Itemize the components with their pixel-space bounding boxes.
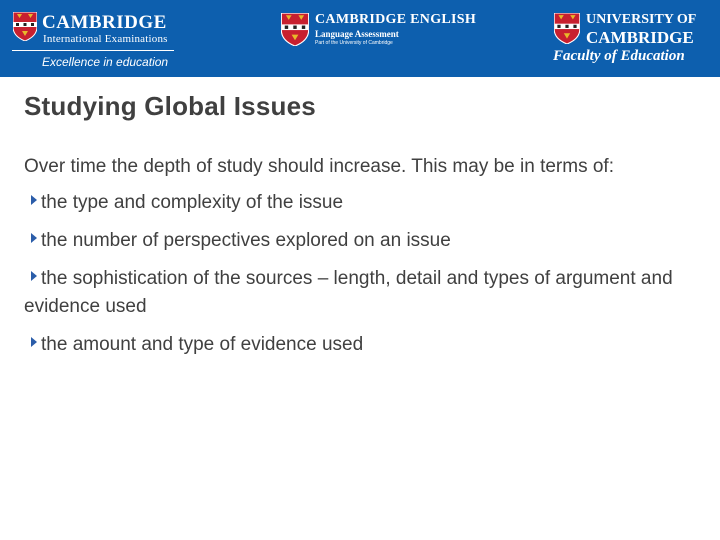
bullet-list [24,189,704,359]
uc-logo-line2: CAMBRIDGE [586,28,694,47]
cie-logo-name: CAMBRIDGE [42,12,167,33]
header-banner [0,0,720,77]
cie-logo-rule [12,50,174,51]
list-item [24,189,704,217]
bullet-text: the number of perspectives explored on an issue [41,230,451,251]
list-item [24,265,704,321]
slide-title: Studying Global Issues [24,91,316,121]
intro-paragraph: Over time the depth of study should increase. This may be in terms of: [24,156,614,177]
bullet-arrow-icon [31,233,37,243]
bullet-arrow-icon [31,195,37,205]
list-item [24,331,704,359]
bullet-arrow-icon [31,337,37,347]
cie-logo-tagline: Excellence in education [42,55,169,69]
bullet-text: the sophistication of the sources – length, detail and types of argument and evidence used [24,268,673,317]
university-crest-icon [554,13,580,44]
bullet-text: the type and complexity of the issue [41,192,344,213]
ce-logo-subtitle: Language Assessment [315,29,399,39]
uc-logo-line1: UNIVERSITY OF [586,12,697,27]
bullet-text: the amount and type of evidence used [41,334,364,355]
university-crest-icon [13,12,37,41]
ce-logo-name: CAMBRIDGE ENGLISH [315,12,477,27]
cie-logo-subtitle: International Examinations [43,33,168,45]
ce-logo-note: Part of the University of Cambridge [315,40,393,46]
university-crest-icon [281,13,309,46]
slide-body [24,153,704,369]
list-item [24,227,704,255]
bullet-arrow-icon [31,271,37,281]
uc-logo-faculty: Faculty of Education [553,48,685,64]
